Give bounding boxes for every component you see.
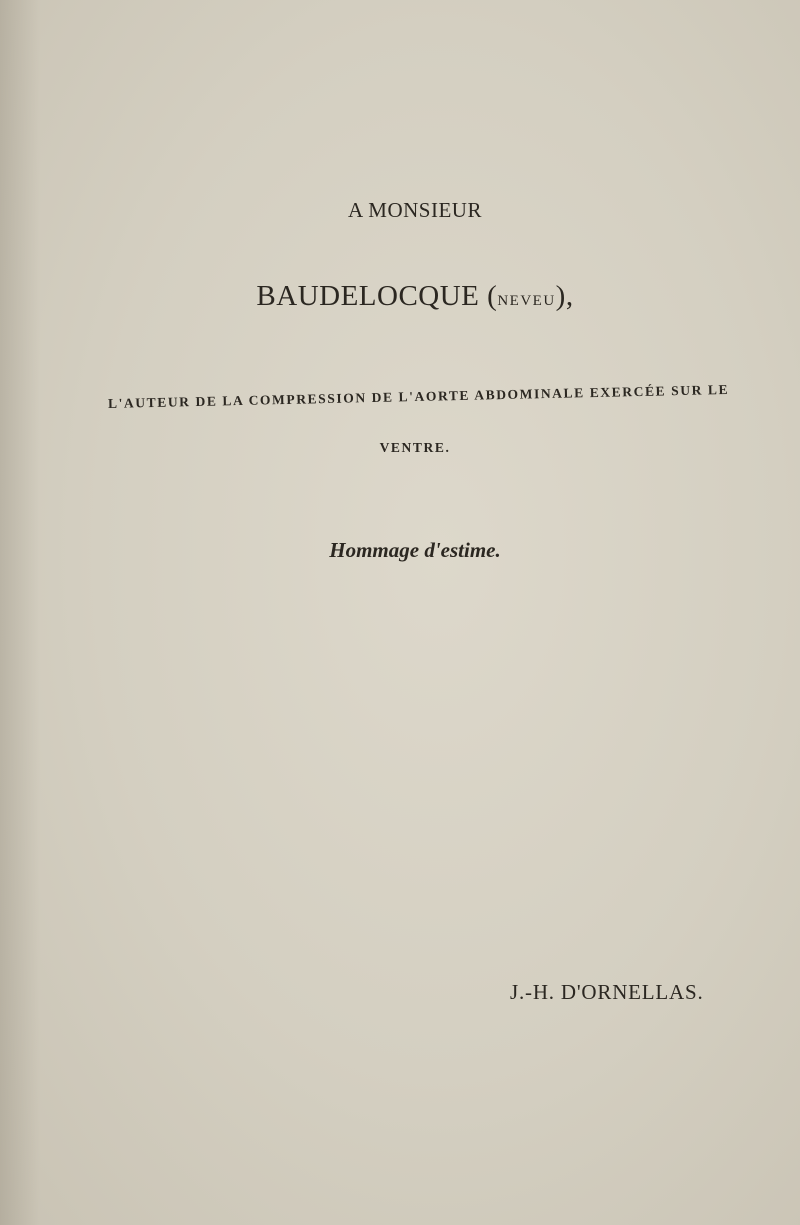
dedicatee-suffix: ,	[565, 280, 574, 312]
binding-shadow	[0, 0, 40, 1225]
description-line-1: L'AUTEUR DE LA COMPRESSION DE L'AORTE ABDOMINALE EXERCÉE SUR LE	[107, 381, 730, 411]
dedicatee-qualifier: NEVEU	[497, 293, 556, 309]
dedication-to-line: A MONSIEUR	[348, 198, 482, 222]
open-paren: (	[487, 280, 498, 312]
dedicatee-line	[0, 280, 800, 313]
dedicatee-name: BAUDELOCQUE	[256, 280, 480, 312]
description-line-2: VENTRE.	[379, 440, 451, 455]
homage-line: Hommage d'estime.	[329, 538, 501, 562]
close-paren: )	[555, 280, 566, 312]
author-signature: J.-H. D'ORNELLAS.	[510, 980, 704, 1004]
